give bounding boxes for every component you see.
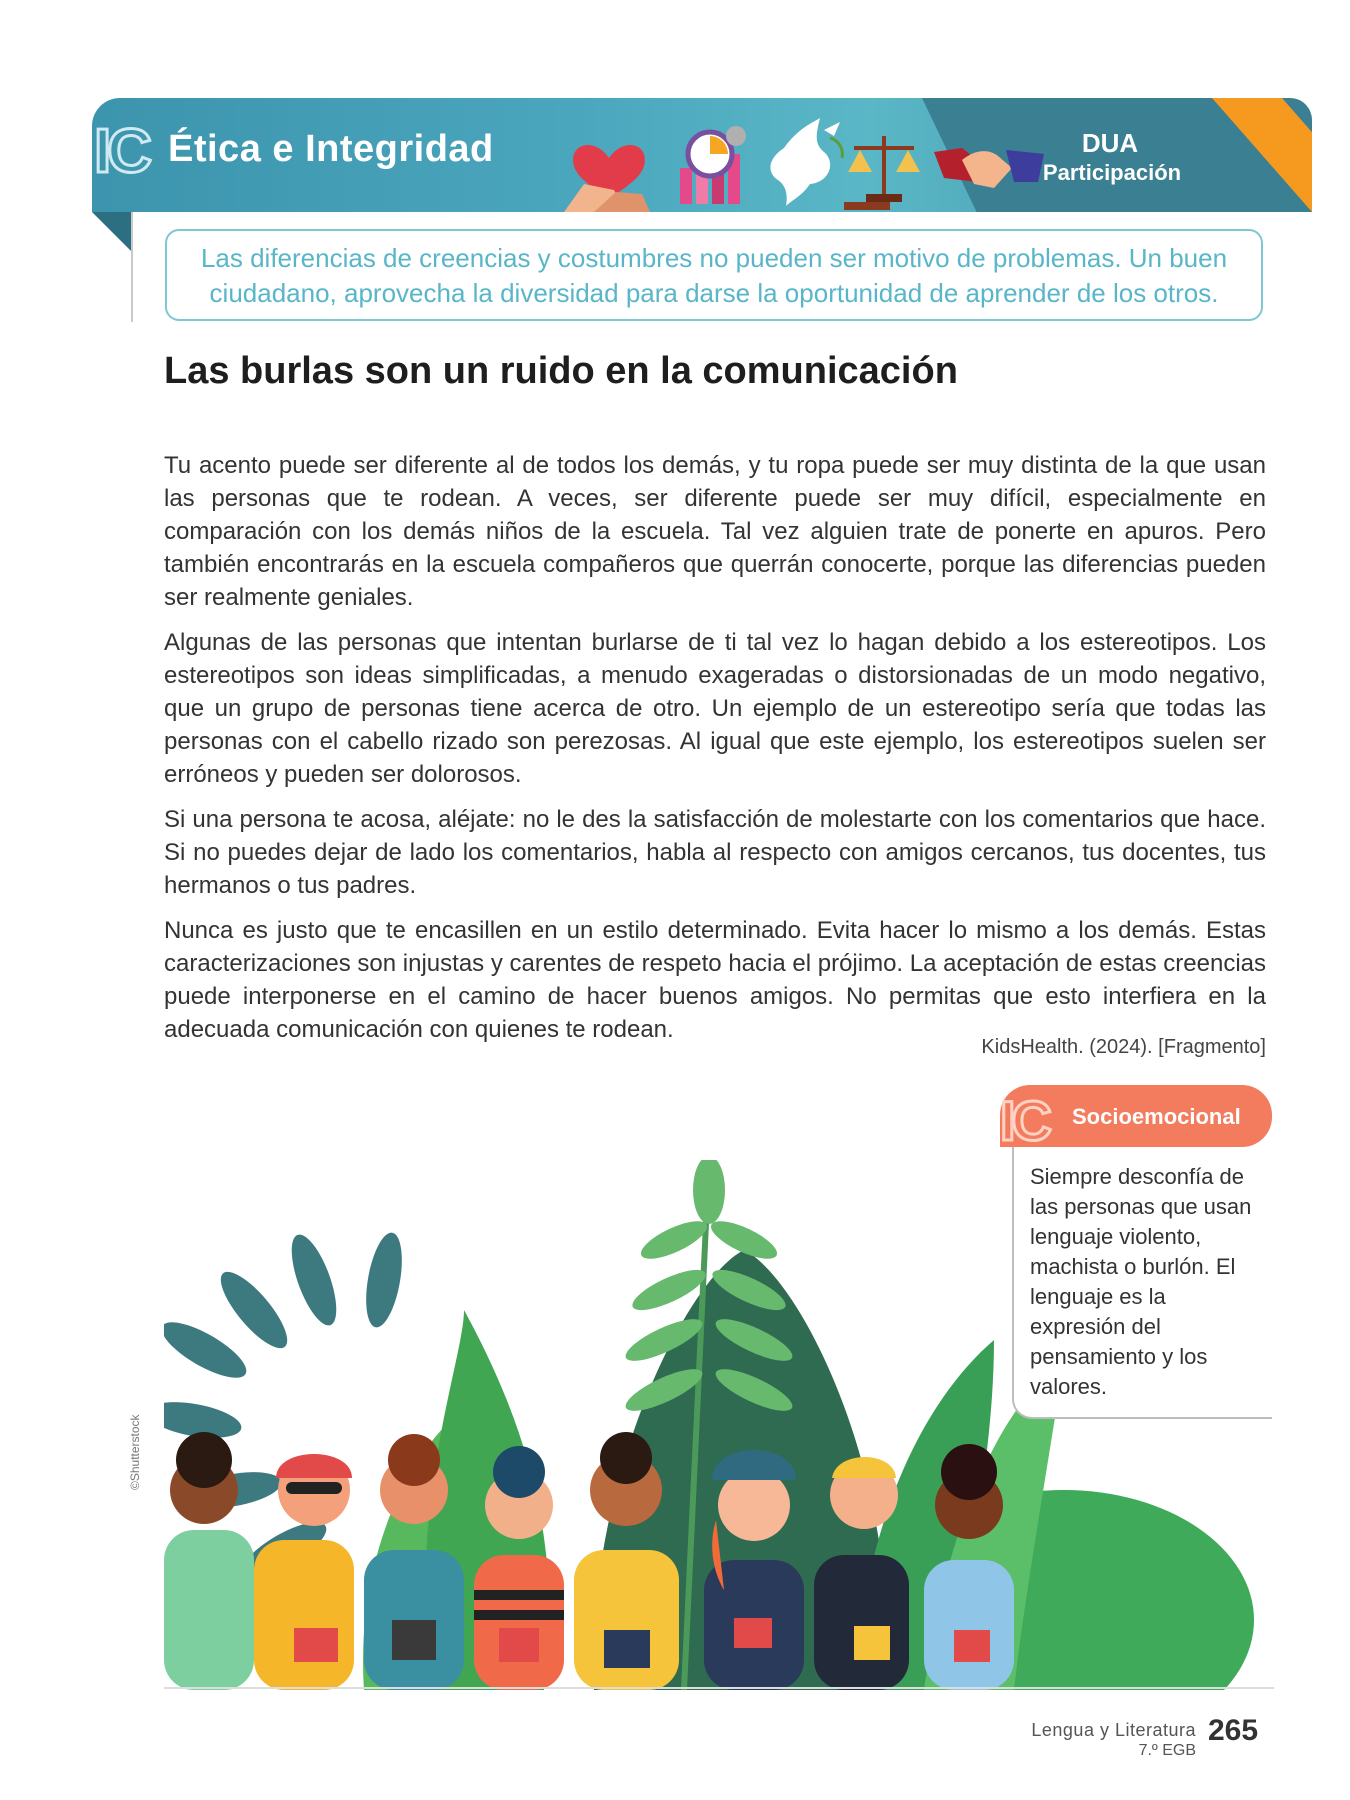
- intro-box: Las diferencias de creencias y costumbres no pueden ser motivo de problemas. Un buen ciudadano, aprovecha la diversidad para darse la oportunidad de aprender de los otros.: [165, 229, 1263, 321]
- footer-subject: Lengua y Literatura: [1031, 1720, 1196, 1740]
- ic-logo-icon: IC: [1000, 1089, 1048, 1152]
- paragraph-1: Tu acento puede ser diferente al de todos los demás, y tu ropa puede ser muy distinta de la que usan las personas que te rodean. A veces, ser diferente puede ser muy difícil, especialmente en comparación con los demás niños de la escuela. Tal vez alguien trate de ponerte en apuros. Pero también encontrarás en la escuela compañeros que querrán conocerte, porque las diferencias pueden ser realmente geniales.: [164, 452, 1266, 611]
- paragraph-3: Si una persona te acosa, aléjate: no le des la satisfacción de molestarte con los comentarios que hace. Si no puedes dejar de lado los comentarios, habla al respecto con amigos cercanos, tus docentes, tus hermanos o tus padres.: [164, 806, 1266, 899]
- socio-text: Siempre desconfía de las personas que usan lenguaje violento, machista o burlón. El lenguaje es la expresión del pensamiento y los valores.: [1030, 1164, 1252, 1399]
- dua-label: DUA: [1081, 128, 1139, 158]
- page-number: 265: [1208, 1714, 1259, 1747]
- dove-icon: [770, 118, 842, 206]
- ic-logo-icon: IC: [94, 117, 148, 186]
- banner-fold: [92, 212, 132, 252]
- citation: KidsHealth. (2024). [Fragmento]: [981, 1036, 1266, 1058]
- section-banner: [92, 98, 1292, 212]
- article-title: Las burlas son un ruido en la comunicación: [164, 350, 958, 392]
- heart-hand-icon: [564, 145, 650, 212]
- footer-grade: 7.º EGB: [1138, 1742, 1196, 1759]
- image-credit: ©Shutterstock: [128, 1414, 142, 1490]
- socio-title: Socioemocional: [1072, 1104, 1241, 1129]
- chart-icon: [680, 126, 746, 204]
- banner-icons: [554, 118, 1064, 212]
- left-rule: [131, 212, 133, 322]
- section-title: Ética e Integridad: [168, 128, 494, 170]
- paragraph-2: Algunas de las personas que intentan burlarse de ti tal vez lo hagan debido a los estereotipos. Los estereotipos son ideas simplificadas, a menudo exageradas o distorsionadas de un modo negativo, que un grupo de personas tiene acerca de otro. Un ejemplo de un estereotipo sería que todas las personas con el cabello rizado son perezosas. Al igual que este ejemplo, los estereotipos suelen ser erróneos y pueden ser dolorosos.: [164, 629, 1266, 788]
- dua-subtitle: Participación: [1042, 160, 1182, 185]
- scales-icon: [844, 136, 920, 210]
- person-1: [164, 1432, 254, 1690]
- paragraph-4: Nunca es justo que te encasillen en un estilo determinado. Evita hacer lo mismo a los demás. Estas caracterizaciones son injustas y carentes de respeto hacia el prójimo. La aceptación de estas creencias puede interponerse en el camino de hacer buenos amigos. No permitas que esto interfiera en la adecuada comunicación con quienes te rodean.: [164, 917, 1266, 1043]
